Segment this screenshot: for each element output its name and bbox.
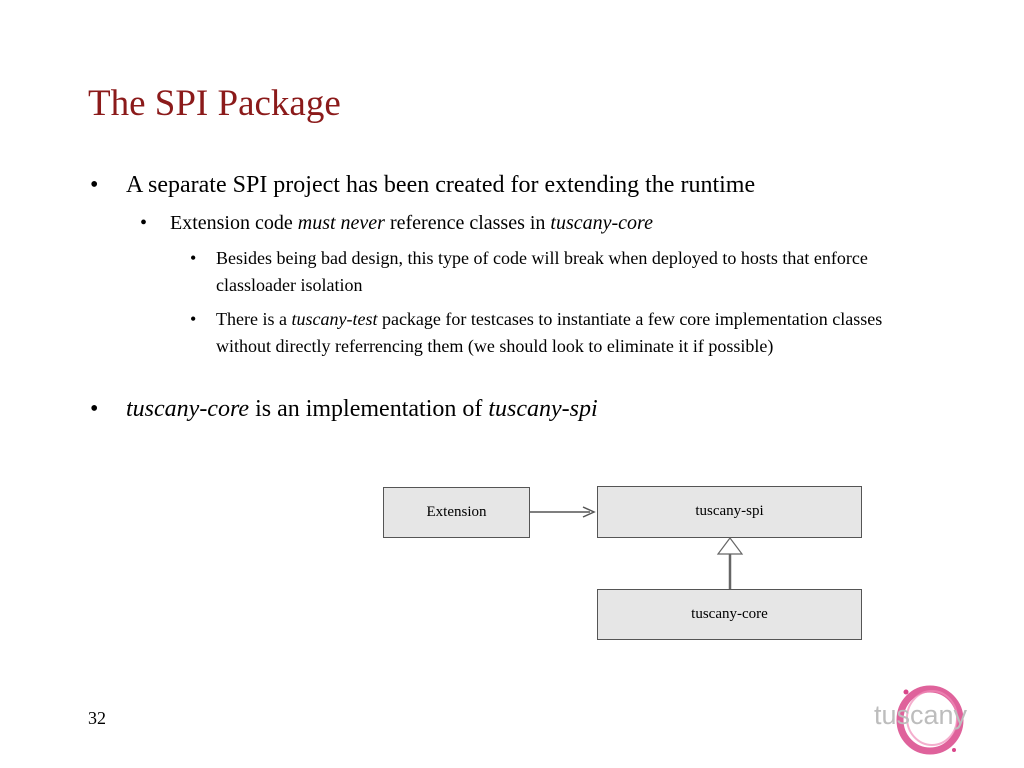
text-segment: package for testcases to instantiate a few core implementation classes without directly referrencing them (we should look to eliminate it if possible) xyxy=(216,309,883,356)
text-segment: Extension code xyxy=(170,212,298,234)
emphasis-text: tuscany-core xyxy=(126,396,250,422)
tuscany-logo-text: tuscany xyxy=(874,700,968,730)
tuscany-core-label: tuscany-core xyxy=(691,606,768,622)
bullet-mark: • xyxy=(190,309,197,329)
text-segment: There is a xyxy=(216,309,292,329)
emphasis-text: tuscany-core xyxy=(550,212,653,234)
bullet-mark: • xyxy=(90,172,99,198)
bullet-text: A separate SPI project has been created for extending the runtime xyxy=(126,172,756,198)
emphasis-text: tuscany-test xyxy=(291,309,378,329)
page-number: 32 xyxy=(88,708,106,728)
extension-label: Extension xyxy=(426,504,487,520)
text-segment: reference classes in xyxy=(384,212,551,234)
bullet-mark: • xyxy=(190,248,197,268)
bullet-mark: • xyxy=(90,396,99,422)
bullet-text: Besides being bad design, this type of code will break when deployed to hosts that enforce classloader isolation xyxy=(216,248,868,295)
emphasis-text: tuscany-spi xyxy=(488,396,598,422)
bullet-mark: • xyxy=(140,212,148,234)
emphasis-text: must never xyxy=(297,212,385,234)
inheritance-arrow xyxy=(718,538,742,589)
tuscany-spi-label: tuscany-spi xyxy=(695,503,764,519)
dependency-arrow xyxy=(530,507,594,517)
slide-title: The SPI Package xyxy=(88,83,341,124)
text-segment: is an implementation of xyxy=(249,396,489,422)
